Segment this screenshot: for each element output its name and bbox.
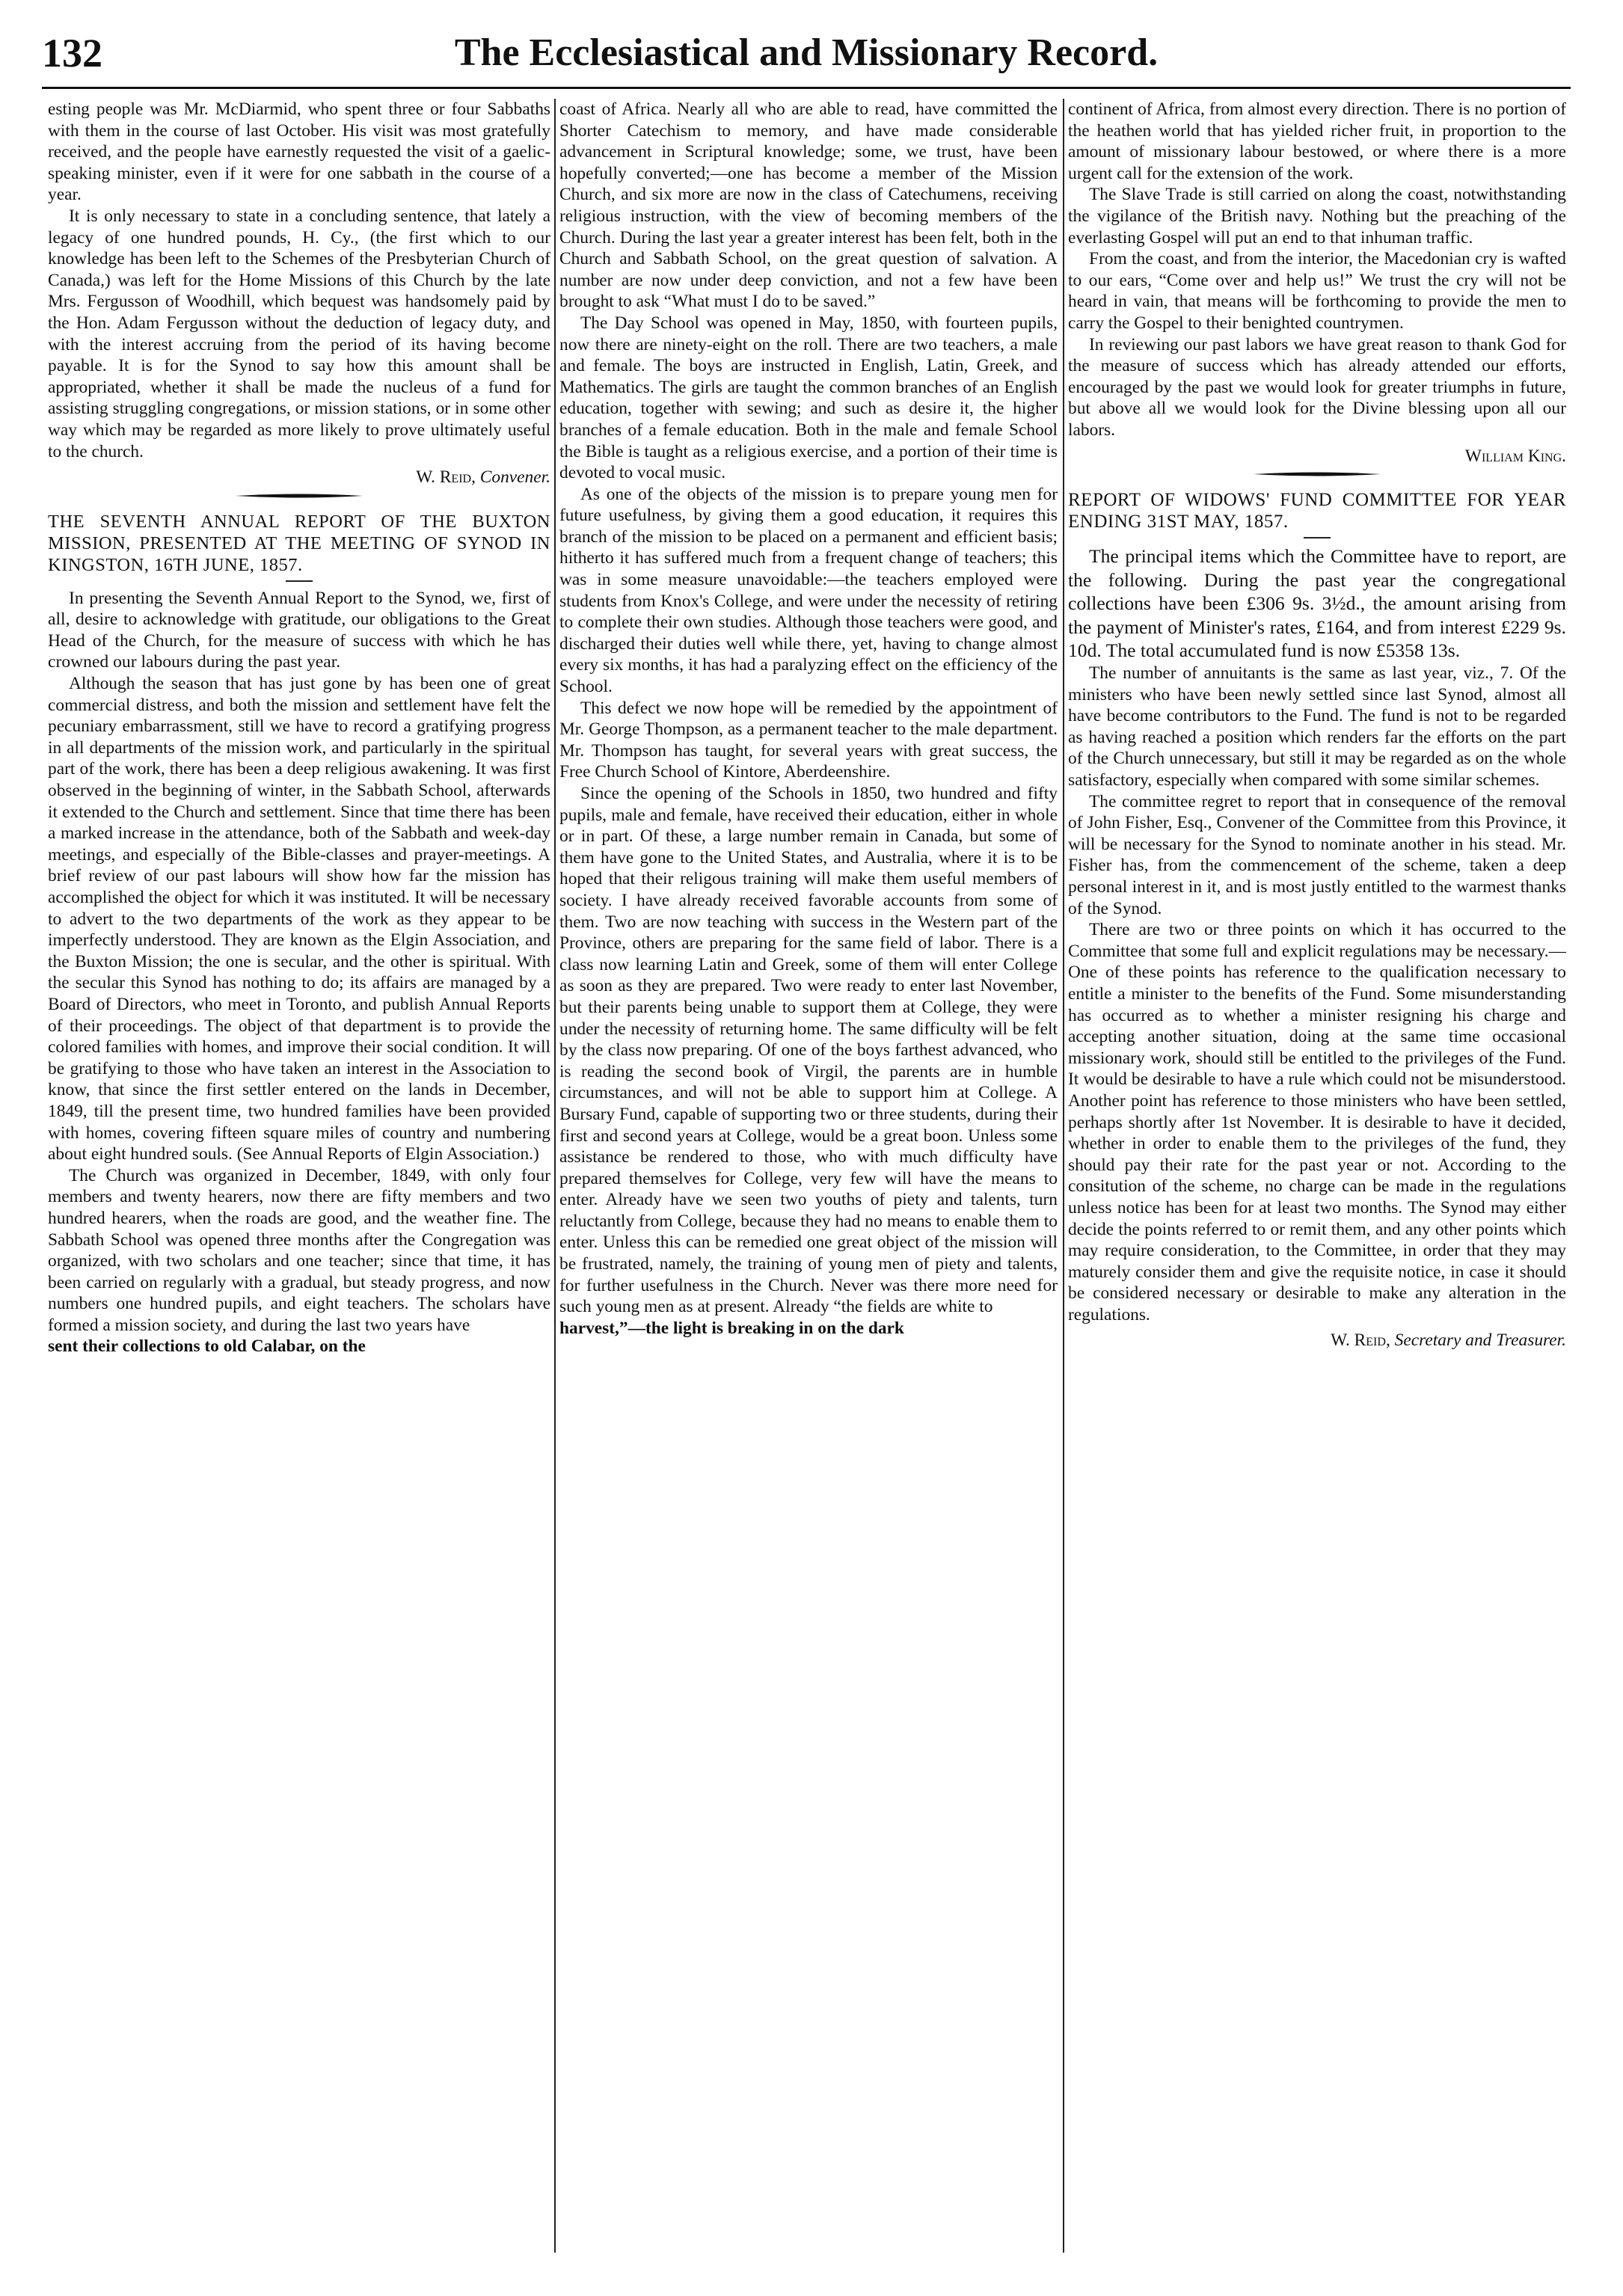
paragraph: The committee regret to report that in consequence of the removal of John Fisher, Esq., Convener of the Committee from this Province, it will be necessary for the Synod to nominate another in his stead. Mr. Fisher has, from the commencement of the scheme, taken a deep personal interest in it, and is most justly entitled to the warmest thanks of the Synod. <box>1068 791 1566 918</box>
signature <box>1068 446 1566 467</box>
section-heading: THE SEVENTH ANNUAL REPORT OF THE BUXTON MISSION, PRESENTED AT THE MEETING OF SYNOD IN KINGSTON, 16TH JUNE, 1857. <box>48 511 550 575</box>
paragraph-continuation: harvest,”—the light is breaking in on the dark <box>559 1318 904 1338</box>
paragraph: The Church was organized in December, 1849, with only four members and twenty hearers, now there are fifty members and two hundred hearers, when the roads are good, and the weather fine. The Sabbath School was opened three months after the Congregation was organized, with two scholars and one teacher; since that time, it has been carried on regularly with a gradual, but steady progress, and now numbers one hundred pupils, and eight teachers. The scholars have formed a mission society, and during the last two years have <box>48 1165 550 1335</box>
paragraph: In reviewing our past labors we have great reason to thank God for the measure of success which has already attended our efforts, encouraged by the past we would look for greater triumphs in future, but above all we would look for the Divine blessing upon all our labors. <box>1068 334 1566 440</box>
signature-role: Secretary and Treasurer. <box>1394 1330 1566 1351</box>
paragraph: From the coast, and from the interior, the Macedonian cry is wafted to our ears, “Come over and help us!” We trust the cry will not be heard in vain, that means will be forthcoming to provide the men to carry the Gospel to their benighted countrymen. <box>1068 249 1566 333</box>
column-divider <box>554 99 556 2253</box>
header-rule <box>42 87 1571 89</box>
paragraph: esting people was Mr. McDiarmid, who spent three or four Sabbaths with them in the course of last October. His visit was most gratefully received, and the people have earnestly requested the visit of a gaelic-speaking minister, even if it were for one sabbath in the course of a year. <box>48 99 550 205</box>
signature <box>1068 1330 1566 1351</box>
page-header <box>42 22 1571 84</box>
signature-name: William King. <box>1464 446 1566 466</box>
paragraph: continent of Africa, from almost every direction. There is no portion of the heathen world that has yielded richer fruit, in proportion to the amount of missionary labour bestowed, or where there is a more urgent call for the extension of the work. <box>1068 99 1566 183</box>
signature-role: Convener. <box>479 467 550 488</box>
paragraph: As one of the objects of the mission is to prepare young men for future usefulness, by giving them a good education, it requires this branch of the mission to be placed on a permanent and efficient basis; hitherto it has suffered much from a frequent change of teachers; this was in some measure unavoidable:—the teachers employed were students from Knox's College, and were under the necessity of retiring to complete their own studies. Although those teachers were good, and discharged their duties well while there, yet, having to change almost every six months, it has had a paralyzing effect on the efficiency of the School. <box>559 484 1058 697</box>
paragraph: In presenting the Seventh Annual Report to the Synod, we, first of all, desire to acknowledge with gratitude, our obligations to the Great Head of the Church, for the measure of success with which he has crowned our labours during the past year. <box>48 588 550 672</box>
paragraph: Since the opening of the Schools in 1850, two hundred and fifty pupils, male and female, have received their education, either in whole or in part. Of these, a large number remain in Canada, but some of them have gone to the United States, and Australia, where it is to be hoped that their religous training will make them useful members of society. I have already received favorable accounts from some of them. Two are now teaching with success in the Western part of the Province, others are preparing for the same field of labor. There is a class now learning Latin and Greek, some of them will enter College as soon as they are prepared. Two were ready to enter last November, but their parents being unable to support them at College, they were under the necessity of returning home. The same difficulty will be felt by the class now preparing. Of one of the boys farthest advanced, who is reading the second book of Virgil, the parents are in humble circumstances, and will not be able to support him at College. A Bursary Fund, capable of supporting two or three students, during their first and second years at College, would be a great boon. Unless some assistance be rendered to those, who with much difficulty have prepared themselves for College, very few will have the means to enter. Already have we seen two youths of piety and talents, turn reluctantly from College, because they had no means to enable them to enter. Unless this can be remedied one great object of the mission will be frustrated, namely, the training of young men of piety and talents, for further usefulness in the Church. Never was there more need for such young men as at present. Already “the fields are white to <box>559 784 1058 1317</box>
paragraph: There are two or three points on which it has occurred to the Committee that some full and explicit regulations may be necessary.—One of these points has reference to the qualification necessary to entitle a minister to the benefits of the Fund. Some misunderstanding has occurred as to whether a minister resigning his charge and accepting another situation, doing at the same time occasional missionary work, should still be entitled to the privileges of the Fund. It would be desirable to have a rule which could not be misunderstood. Another point has reference to those ministers who have been settled, perhaps shortly after 1st November. It is desirable to have it decided, whether in order to enable them to the privileges of the fund, they should pay their rate for the past year or not. According to the consitution of the scheme, no charge can be made in the regulations unless notice has been for at least two months. The Synod may either decide the points referred to or remit them, and any other points which may require consideration, to the Committee, in order that they may maturely consider them and give the requisite notice, in case it should be considered necessary or desirable to make any alteration in the regulations. <box>1068 920 1566 1325</box>
paragraph: It is only necessary to state in a concluding sentence, that lately a legacy of one hundred pounds, H. Cy., (the first which to our knowledge has been left to the Schemes of the Presbyterian Church of Canada,) was left for the Home Missions of this Church by the late Mrs. Fergusson of Woodhill, which bequest was handsomely paid by the Hon. Adam Fergusson without the deduction of legacy duty, and with the interest accruing from the period of its having become payable. It is for the Synod to say how this amount shall be appropriated, whether it shall be made the nucleus of a fund for assisting struggling congregations, or mission stations, or in some other way which may be regarded as more likely to prove ultimately useful to the church. <box>48 206 550 461</box>
section-heading: REPORT OF WIDOWS' FUND COMMITTEE FOR YEAR ENDING 31ST MAY, 1857. <box>1068 490 1566 532</box>
column-left <box>48 99 550 2253</box>
paragraph: coast of Africa. Nearly all who are able to read, have committed the Shorter Catechism to memory, and have made considerable advancement in Scriptural knowledge; some, we trust, have been hopefully converted;—one has become a member of the Mission Church, and six more are now in the class of Catechumens, receiving religious instruction, with the view of becoming members of the Church. During the last year a greater interest has been felt, both in the Church and Sabbath School, on the great question of salvation. A number are now under deep conviction, and not a few have been brought to ask “What must I do to be saved.” <box>559 99 1058 312</box>
signature <box>48 467 550 488</box>
short-rule <box>1304 537 1331 538</box>
column-right <box>1068 99 1566 2253</box>
paragraph: The number of annuitants is the same as last year, viz., 7. Of the ministers who have been newly settled since last Synod, almost all have become contributors to the Fund. The fund is not to be regarded as having reached a position which renders far the efforts on the part of the Church unnecessary, but still it may be regarded as on the whole satisfactory, especially when compared with some similar schemes. <box>1068 663 1566 791</box>
paragraph: The Slave Trade is still carried on along the coast, notwithstanding the vigilance of the British navy. Nothing but the preaching of the everlasting Gospel will put an end to that inhuman traffic. <box>1068 185 1566 248</box>
column-middle <box>559 99 1058 2253</box>
column-divider <box>1063 99 1064 2253</box>
section-divider-ornament <box>236 493 363 499</box>
short-rule <box>286 580 313 582</box>
signature-name: W. Reid, <box>416 467 476 488</box>
paragraph: The Day School was opened in May, 1850, with fourteen pupils, now there are ninety-eight on the roll. There are two teachers, a male and female. The boys are instructed in English, Latin, Greek, and Mathematics. The girls are taught the common branches of an English education, together with sewing; and such as desire it, the higher branches of a female education. Both in the male and female School the Bible is taught as a religious exercise, and a portion of their time is devoted to vocal music. <box>559 313 1058 483</box>
paragraph: Although the season that has just gone by has been one of great commercial distress, and both the mission and settlement have felt the pecuniary embarrassment, still we have to record a gratifying progress in all departments of the mission work, and particularly in the spiritual part of the work, there has been a deep religious awakening. It was first observed in the beginning of winter, in the Sabbath School, afterwards it extended to the Church and settlement. Since that time there has been a marked increase in the attendance, both of the Sabbath and week-day meetings, and especially of the Bible-classes and prayer-meetings. A brief review of our past labours will show how far the mission has accomplished the object for which it was instituted. It will be necessary to advert to the two departments of the work as they appear to be imperfectly understood. They are known as the Elgin Association, and the Buxton Mission; the one is secular, and the other is spiritual. With the secular this Synod has nothing to do; its affairs are managed by a Board of Directors, who meet in Toronto, and publish Annual Reports of their proceedings. The object of that department is to provide the colored families with homes, and improve their social condition. It will be gratifying to those who have taken an interest in the Association to know, that since the first settler entered on the lands in December, 1849, till the present time, two hundred families have been provided with homes, covering fifteen square miles of country and numbering about eight hundred souls. (See Annual Reports of Elgin Association.) <box>48 674 550 1164</box>
paragraph: The principal items which the Committee have to report, are the following. During the past year the congregational collections have been £306 9s. 3½d., the amount arising from the payment of Minister's rates, £164, and from interest £229 9s. 10d. The total accumulated fund is now £5358 13s. <box>1068 545 1566 662</box>
section-divider-ornament <box>1254 471 1381 477</box>
signature-name: W. Reid, <box>1331 1330 1390 1351</box>
running-title: The Ecclesiastical and Missionary Record. <box>454 31 1159 74</box>
paragraph: This defect we now hope will be remedied by the appointment of Mr. George Thompson, as a permanent teacher to the male department. Mr. Thompson has taught, for several years with great success, the Free Church School of Kintore, Aberdeenshire. <box>559 698 1058 782</box>
page-number: 132 <box>42 31 102 76</box>
paragraph-continuation: sent their collections to old Calabar, on the <box>48 1336 366 1357</box>
